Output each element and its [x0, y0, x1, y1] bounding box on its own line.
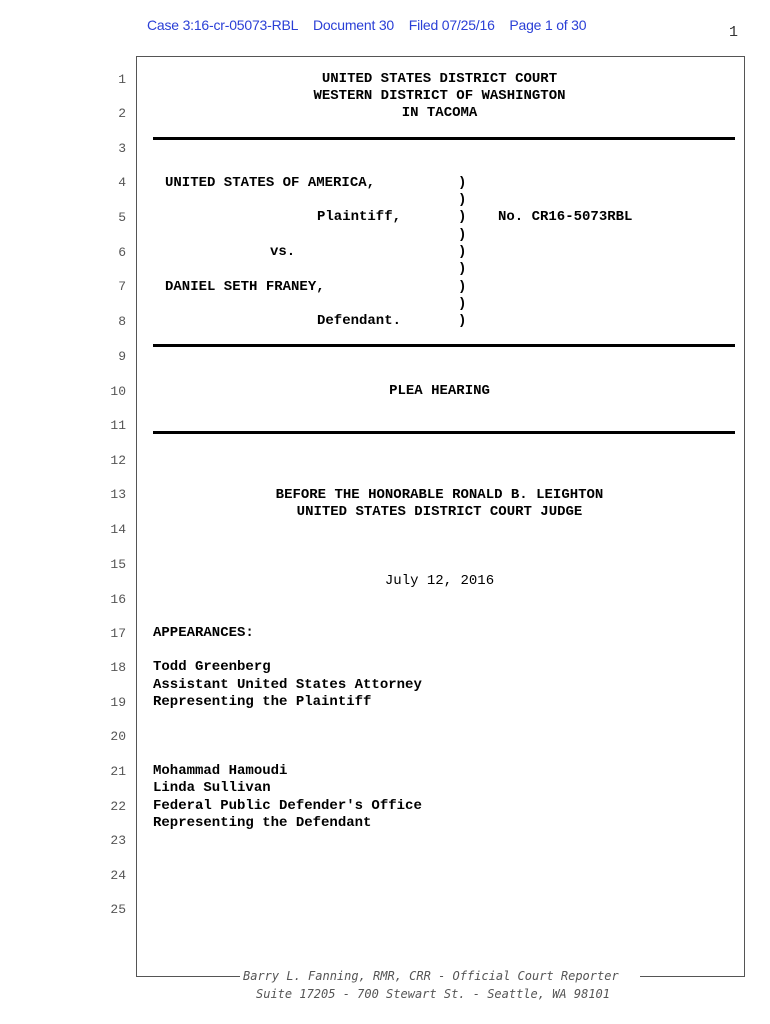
plaintiff-role: Plaintiff,: [317, 209, 402, 225]
document-number: Document 30: [312, 17, 395, 33]
caption-paren: ): [458, 244, 467, 260]
line-number: 7: [118, 279, 126, 294]
caption-paren: ): [458, 227, 467, 243]
line-number: 8: [118, 314, 126, 329]
appearance-line: Federal Public Defender's Office: [153, 798, 422, 814]
line-number: 23: [110, 833, 126, 848]
case-number-caption: No. CR16-5073RBL: [498, 209, 633, 225]
defendant-role: Defendant.: [317, 313, 402, 329]
line-number: 19: [110, 695, 126, 710]
court-name: UNITED STATES DISTRICT COURT: [321, 71, 558, 87]
line-number: 13: [110, 487, 126, 502]
divider-rule: [153, 137, 735, 140]
caption-paren: ): [458, 279, 467, 295]
filing-header: [147, 17, 597, 33]
line-number: 25: [110, 902, 126, 917]
caption-paren: ): [458, 313, 467, 329]
appearance-line: Representing the Defendant: [153, 815, 372, 831]
line-number: 16: [110, 592, 126, 607]
line-number: 15: [110, 557, 126, 572]
defendant-name: DANIEL SETH FRANEY,: [165, 279, 325, 295]
appearances-heading: APPEARANCES:: [153, 625, 254, 641]
footer-reporter: Barry L. Fanning, RMR, CRR - Official Court Reporter: [243, 969, 619, 983]
line-number: 12: [110, 453, 126, 468]
line-number: 24: [110, 868, 126, 883]
footer-rule-left: [136, 976, 240, 977]
divider-rule: [153, 344, 735, 347]
line-number: 1: [118, 72, 126, 87]
filed-date: Filed 07/25/16: [408, 17, 495, 33]
court-district: WESTERN DISTRICT OF WASHINGTON: [313, 88, 566, 104]
judge-line-1: BEFORE THE HONORABLE RONALD B. LEIGHTON: [275, 487, 604, 503]
case-number: Case 3:16-cr-05073-RBL: [147, 17, 299, 33]
plaintiff-name: UNITED STATES OF AMERICA,: [165, 175, 376, 191]
appearance-line: Todd Greenberg: [153, 659, 271, 675]
document-title: PLEA HEARING: [389, 383, 490, 399]
appearance-line: Assistant United States Attorney: [153, 677, 422, 693]
page-indicator: Page 1 of 30: [509, 17, 587, 33]
footer-address: Suite 17205 - 700 Stewart St. - Seattle, WA 98101: [256, 987, 611, 1001]
appearance-line: Linda Sullivan: [153, 780, 271, 796]
line-number: 4: [118, 175, 126, 190]
divider-rule: [153, 431, 735, 434]
line-number: 18: [110, 660, 126, 675]
line-number: 3: [118, 141, 126, 156]
line-number: 22: [110, 799, 126, 814]
court-location: IN TACOMA: [401, 105, 478, 121]
line-number: 10: [110, 384, 126, 399]
caption-paren: ): [458, 296, 467, 312]
appearance-line: Mohammad Hamoudi: [153, 763, 288, 779]
judge-line-2: UNITED STATES DISTRICT COURT JUDGE: [296, 504, 583, 520]
caption-paren: ): [458, 261, 467, 277]
page-number: 1: [729, 24, 739, 41]
line-number: 11: [110, 418, 126, 433]
versus: vs.: [270, 244, 296, 260]
caption-paren: ): [458, 175, 467, 191]
line-number: 21: [110, 764, 126, 779]
line-number: 6: [118, 245, 126, 260]
caption-paren: ): [458, 192, 467, 208]
footer-rule-right: [640, 976, 744, 977]
line-number: 9: [118, 349, 126, 364]
line-number: 5: [118, 210, 126, 225]
hearing-date: July 12, 2016: [384, 573, 495, 589]
line-number: 14: [110, 522, 126, 537]
appearance-line: Representing the Plaintiff: [153, 694, 372, 710]
caption-paren: ): [458, 209, 467, 225]
line-number: 17: [110, 626, 126, 641]
line-number: 2: [118, 106, 126, 121]
line-number: 20: [110, 729, 126, 744]
